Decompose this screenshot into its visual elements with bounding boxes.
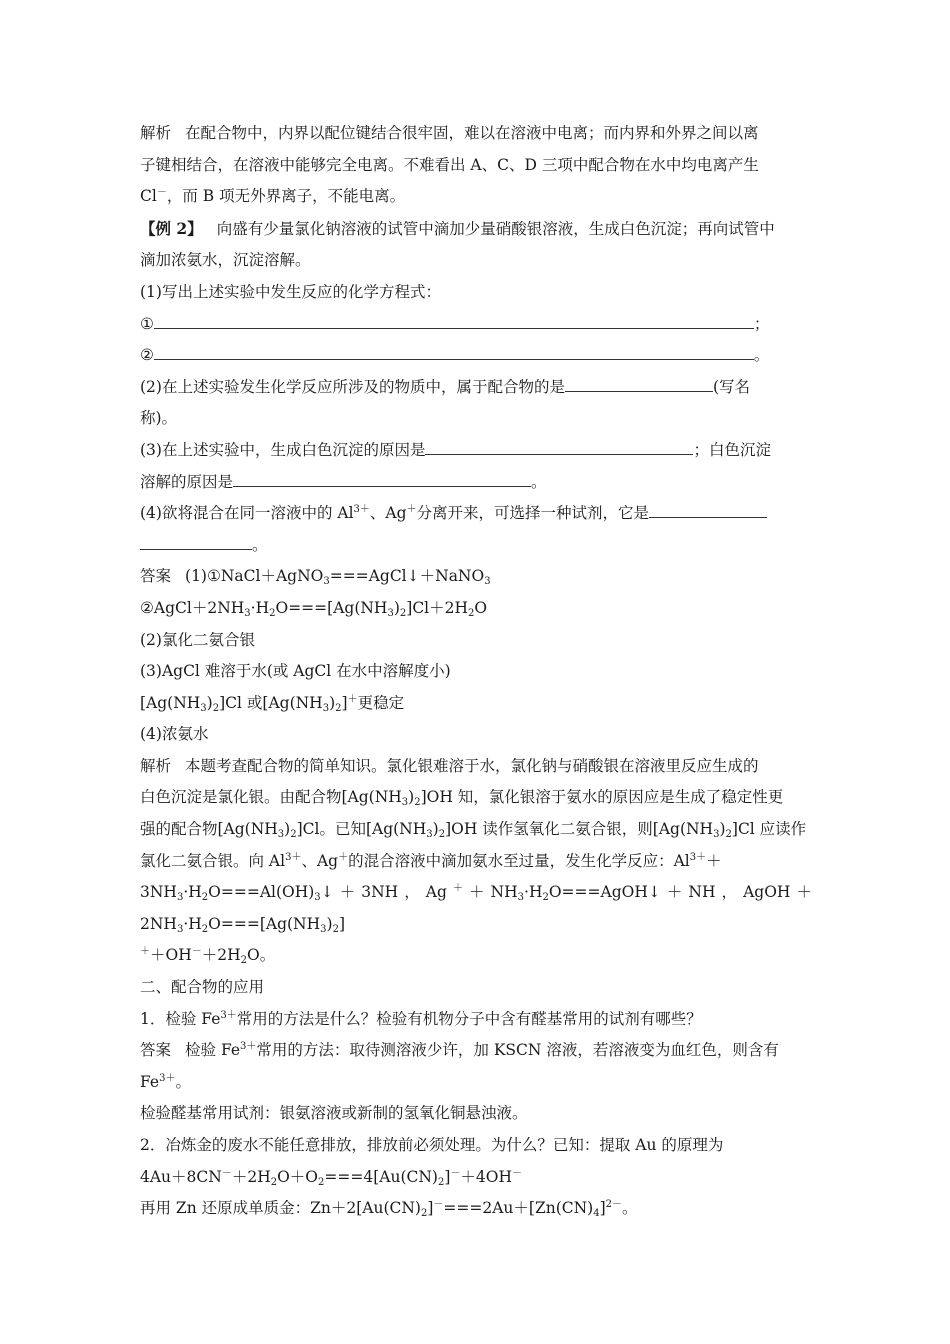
answer-blank-1: ① ； [140, 309, 812, 341]
answer-label: 答案 [140, 567, 172, 586]
analysis-label: 解析 [140, 756, 172, 775]
question-3-cont: 溶解的原因是 。 [140, 467, 812, 499]
section-answer-1: 答案 检验 $Fe^{3+}$常用的方法：取待测溶液少许，加 KSCN 溶液，若溶液变为血红色，则含有 [140, 1041, 779, 1060]
analysis-2-line6: $^++OH^-+2H_2O$。 [140, 946, 276, 967]
blank-line [154, 341, 754, 360]
question-3: (3)在上述实验中，生成白色沉淀的原因是 ；白色沉淀 [140, 435, 812, 467]
section-question-2: 2．冶炼金的废水不能任意排放，排放前必须处理。为什么？已知：提取 Au 的原理为 [140, 1136, 724, 1154]
example-2-line2: 滴加浓氨水，沉淀溶解。 [140, 251, 311, 270]
answer-2-eq2: $②AgCl+2NH_3\cdot H_2O===[Ag(NH_3)_2]Cl+2H_2O$ [140, 598, 488, 619]
equation-gold-1: $4Au+8CN^-+2H_2O+O_2===4[Au(CN)_2]^-+4OH^-$ [140, 1167, 522, 1188]
analysis-2-line5: $3NH_3\cdot H_2O===Al(OH)_3↓+3NH$，$Ag^++NH_3\cdot H_2O===AgOH↓+NH$，$AgOH+2NH_3\cdot H_2O===[Ag(NH_3)_2]$ [140, 883, 812, 935]
blank-line [140, 531, 252, 550]
answer-label: 答案 [140, 1041, 172, 1060]
analysis-2: 解析 本题考查配合物的简单知识。氯化银难溶于水，氯化钠与硝酸银在溶液里反应生成的 [140, 756, 759, 775]
blank-line [565, 373, 713, 392]
equation-gold-2: 再用 Zn 还原成单质金：$Zn+2[Au(CN)_2]^-===2Au+[Zn(CN)_4]^{2-}$。 [140, 1199, 638, 1220]
section-answer-1-cont: $Fe^{3+}$。 [140, 1072, 191, 1091]
answer-2-part3-b: $[Ag(NH_3)_2]Cl$ 或$[Ag(NH_3)_2]^+$更稳定 [140, 693, 405, 714]
blank-line [425, 436, 693, 455]
question-4-cont: 。 [140, 530, 812, 562]
question-4: (4)欲将混合在同一溶液中的 $Al^{3+}$、Ag＋分离开来，可选择一种试剂，它是 [140, 498, 812, 530]
example-2: 【例 2】 向盛有少量氯化钠溶液的试管中滴加少量硝酸银溶液，生成白色沉淀；再向试管中 [140, 218, 775, 238]
section-title: 二、配合物的应用 [140, 978, 265, 997]
blank-line [154, 310, 754, 329]
example-label: 【例 2】 [140, 218, 203, 238]
question-2: (2)在上述实验发生化学反应所涉及的物质中，属于配合物的是 (写名 [140, 372, 812, 404]
question-1: (1)写出上述实验中发生反应的化学方程式： [140, 282, 441, 301]
answer-blank-2: ② 。 [140, 340, 812, 372]
analysis-2-line4: 氯化二氨合银。向 $Al^{3+}$、Ag＋的混合溶液中滴加氨水至过量，发生化学反应：$Al^{3+}+$ [140, 851, 722, 870]
analysis-1-line2: 子键相结合，在溶液中能够完全电离。不难看出 A、C、D 三项中配合物在水中均电离产生 [140, 155, 759, 174]
blank-line [233, 468, 531, 487]
document-page [140, 118, 812, 1225]
question-2-cont: 称)。 [140, 409, 178, 428]
answer-2-part4: (4)浓氨水 [140, 725, 209, 744]
answer-2-part2: (2)氯化二氨合银 [140, 630, 255, 649]
analysis-2-line3: 强的配合物$[Ag(NH_3)_2]Cl$。已知$[Ag(NH_3)_2]OH$ 读作氢氧化二氨合银，则$[Ag(NH_3)_2]Cl$ 应读作 [140, 820, 807, 841]
section-question-1: 1．检验 $Fe^{3+}$常用的方法是什么？检验有机物分子中含有醛基常用的试剂有哪些？ [140, 1009, 702, 1028]
analysis-1-line3: Cl－，而 B 项无外界离子，不能电离。 [140, 187, 406, 206]
answer-2-part3: (3)AgCl 难溶于水(或 AgCl 在水中溶解度小) [140, 662, 451, 681]
answer-2: 答案 (1)①NaCl＋AgNO$_3$===AgCl↓＋NaNO$_3$ [140, 567, 491, 588]
analysis-2-line2: 白色沉淀是氯化银。由配合物$[Ag(NH_3)_2]OH$ 知，氯化银溶于氨水的原因应是生成了稳定性更 [140, 788, 784, 809]
section-answer-1-b: 检验醛基常用试剂：银氨溶液或新制的氢氧化铜悬浊液。 [140, 1104, 528, 1123]
analysis-label: 解析 [140, 124, 172, 142]
blank-line [649, 499, 767, 518]
analysis-1: 解析 在配合物中，内界以配位键结合很牢固，难以在溶液中电离；而内界和外界之间以离 [140, 124, 759, 142]
